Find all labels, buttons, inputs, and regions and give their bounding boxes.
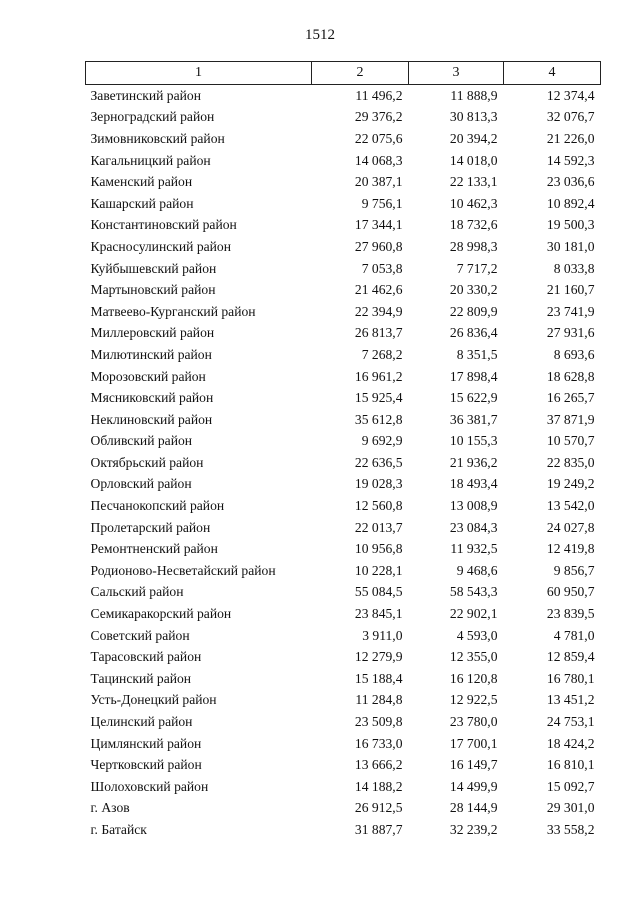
table-row bbox=[86, 107, 601, 129]
district-name-cell: Морозовский район bbox=[90, 368, 206, 384]
value-cell-col2: 10 956,8 bbox=[354, 541, 403, 557]
value-cell-col4: 23 839,5 bbox=[546, 606, 595, 622]
district-name-cell: Ремонтненский район bbox=[90, 541, 218, 557]
value-cell-col3: 14 018,0 bbox=[449, 152, 498, 168]
table-row bbox=[86, 538, 601, 560]
value-cell-col4: 33 558,2 bbox=[546, 821, 595, 837]
value-cell-col3: 12 922,5 bbox=[449, 692, 498, 708]
value-cell-col3: 20 330,2 bbox=[449, 282, 498, 298]
table-row bbox=[86, 344, 601, 366]
value-cell-col3: 16 149,7 bbox=[449, 757, 498, 773]
table-row bbox=[86, 754, 601, 776]
value-cell-col3: 4 593,0 bbox=[456, 627, 498, 643]
column-header-3: 3 bbox=[409, 62, 504, 85]
value-cell-col4: 24 027,8 bbox=[546, 519, 595, 535]
table-header-row bbox=[86, 62, 601, 85]
table-row bbox=[86, 150, 601, 172]
value-cell-col4: 9 856,7 bbox=[553, 562, 595, 578]
value-cell-col2: 10 228,1 bbox=[354, 562, 403, 578]
value-cell-col4: 19 249,2 bbox=[546, 476, 595, 492]
value-cell-col3: 23 780,0 bbox=[449, 714, 498, 730]
district-name-cell: Обливский район bbox=[90, 433, 193, 449]
value-cell-col3: 16 120,8 bbox=[449, 670, 498, 686]
district-name-cell: Красносулинский район bbox=[90, 238, 231, 254]
table-row bbox=[86, 776, 601, 798]
table-row bbox=[86, 85, 601, 107]
district-name-cell: Чертковский район bbox=[90, 757, 202, 773]
value-cell-col4: 10 892,4 bbox=[546, 195, 595, 211]
value-cell-col4: 8 693,6 bbox=[553, 346, 595, 362]
district-name-cell: Зимовниковский район bbox=[90, 130, 225, 146]
value-cell-col2: 14 188,2 bbox=[354, 778, 403, 794]
value-cell-col3: 18 732,6 bbox=[449, 217, 498, 233]
table-row bbox=[86, 452, 601, 474]
value-cell-col3: 36 381,7 bbox=[449, 411, 498, 427]
district-name-cell: Мартыновский район bbox=[90, 282, 216, 298]
value-cell-col4: 30 181,0 bbox=[546, 238, 595, 254]
district-name-cell: Заветинский район bbox=[90, 87, 201, 103]
value-cell-col4: 23 741,9 bbox=[546, 303, 595, 319]
table-row bbox=[86, 819, 601, 841]
value-cell-col2: 20 387,1 bbox=[354, 174, 403, 190]
table-row bbox=[86, 258, 601, 280]
table-row bbox=[86, 603, 601, 625]
value-cell-col3: 22 902,1 bbox=[449, 606, 498, 622]
column-header-4: 4 bbox=[504, 62, 601, 85]
district-name-cell: Кагальницкий район bbox=[90, 152, 211, 168]
district-name-cell: Октябрьский район bbox=[90, 454, 204, 470]
value-cell-col2: 29 376,2 bbox=[354, 109, 403, 125]
value-cell-col2: 27 960,8 bbox=[354, 238, 403, 254]
district-name-cell: Милютинский район bbox=[90, 346, 212, 362]
value-cell-col4: 32 076,7 bbox=[546, 109, 595, 125]
value-cell-col4: 37 871,9 bbox=[546, 411, 595, 427]
data-table bbox=[85, 61, 601, 841]
table-row bbox=[86, 128, 601, 150]
value-cell-col3: 30 813,3 bbox=[449, 109, 498, 125]
district-name-cell: г. Батайск bbox=[90, 821, 147, 837]
table-row bbox=[86, 171, 601, 193]
table-row bbox=[86, 323, 601, 345]
table-row bbox=[86, 301, 601, 323]
value-cell-col3: 13 008,9 bbox=[449, 498, 498, 514]
value-cell-col4: 22 835,0 bbox=[546, 454, 595, 470]
value-cell-col2: 22 075,6 bbox=[354, 130, 403, 146]
value-cell-col3: 28 144,9 bbox=[449, 800, 498, 816]
table-row bbox=[86, 495, 601, 517]
value-cell-col4: 27 931,6 bbox=[546, 325, 595, 341]
value-cell-col2: 26 813,7 bbox=[354, 325, 403, 341]
table-row bbox=[86, 409, 601, 431]
value-cell-col4: 13 542,0 bbox=[546, 498, 595, 514]
value-cell-col2: 19 028,3 bbox=[354, 476, 403, 492]
value-cell-col2: 3 911,0 bbox=[362, 627, 403, 643]
value-cell-col3: 32 239,2 bbox=[449, 821, 498, 837]
value-cell-col2: 15 188,4 bbox=[354, 670, 403, 686]
page-number: 1512 bbox=[305, 27, 335, 43]
value-cell-col4: 21 160,7 bbox=[546, 282, 595, 298]
value-cell-col3: 12 355,0 bbox=[449, 649, 498, 665]
district-name-cell: г. Азов bbox=[90, 800, 130, 816]
district-name-cell: Семикаракорский район bbox=[90, 606, 232, 622]
value-cell-col3: 17 898,4 bbox=[449, 368, 498, 384]
value-cell-col3: 11 888,9 bbox=[450, 87, 498, 103]
value-cell-col3: 22 809,9 bbox=[449, 303, 498, 319]
value-cell-col2: 12 279,9 bbox=[354, 649, 403, 665]
value-cell-col4: 24 753,1 bbox=[546, 714, 595, 730]
value-cell-col2: 7 268,2 bbox=[361, 346, 403, 362]
district-name-cell: Неклиновский район bbox=[90, 411, 213, 427]
column-header-1: 1 bbox=[86, 62, 312, 85]
value-cell-col2: 22 394,9 bbox=[354, 303, 403, 319]
table-row bbox=[86, 517, 601, 539]
value-cell-col3: 9 468,6 bbox=[456, 562, 498, 578]
table-row bbox=[86, 646, 601, 668]
value-cell-col3: 8 351,5 bbox=[456, 346, 498, 362]
value-cell-col4: 12 419,8 bbox=[546, 541, 595, 557]
district-name-cell: Усть-Донецкий район bbox=[90, 692, 217, 708]
table-row bbox=[86, 431, 601, 453]
value-cell-col2: 22 636,5 bbox=[354, 454, 403, 470]
value-cell-col2: 21 462,6 bbox=[354, 282, 403, 298]
value-cell-col2: 15 925,4 bbox=[354, 390, 403, 406]
value-cell-col3: 10 462,3 bbox=[449, 195, 498, 211]
value-cell-col4: 8 033,8 bbox=[553, 260, 595, 276]
district-name-cell: Орловский район bbox=[90, 476, 192, 492]
table-body bbox=[86, 85, 601, 841]
value-cell-col3: 58 543,3 bbox=[449, 584, 498, 600]
value-cell-col4: 21 226,0 bbox=[546, 130, 595, 146]
table-row bbox=[86, 560, 601, 582]
value-cell-col4: 18 424,2 bbox=[546, 735, 595, 751]
district-name-cell: Константиновский район bbox=[90, 217, 237, 233]
table-row bbox=[86, 236, 601, 258]
table-row bbox=[86, 193, 601, 215]
value-cell-col2: 7 053,8 bbox=[361, 260, 403, 276]
value-cell-col4: 16 810,1 bbox=[546, 757, 595, 773]
table-row bbox=[86, 690, 601, 712]
value-cell-col4: 4 781,0 bbox=[553, 627, 595, 643]
value-cell-col2: 22 013,7 bbox=[354, 519, 403, 535]
value-cell-col2: 23 509,8 bbox=[354, 714, 403, 730]
table-row bbox=[86, 366, 601, 388]
value-cell-col2: 31 887,7 bbox=[354, 821, 403, 837]
district-name-cell: Матвеево-Курганский район bbox=[90, 303, 256, 319]
table-row bbox=[86, 798, 601, 820]
value-cell-col3: 23 084,3 bbox=[449, 519, 498, 535]
value-cell-col2: 13 666,2 bbox=[354, 757, 403, 773]
district-name-cell: Кашарский район bbox=[90, 195, 194, 211]
value-cell-col4: 14 592,3 bbox=[546, 152, 595, 168]
value-cell-col4: 12 859,4 bbox=[546, 649, 595, 665]
value-cell-col2: 55 084,5 bbox=[354, 584, 403, 600]
table-row bbox=[86, 474, 601, 496]
value-cell-col2: 17 344,1 bbox=[354, 217, 403, 233]
value-cell-col3: 17 700,1 bbox=[449, 735, 498, 751]
value-cell-col4: 29 301,0 bbox=[546, 800, 595, 816]
value-cell-col3: 18 493,4 bbox=[449, 476, 498, 492]
value-cell-col4: 19 500,3 bbox=[546, 217, 595, 233]
district-name-cell: Тарасовский район bbox=[90, 649, 202, 665]
value-cell-col4: 18 628,8 bbox=[546, 368, 595, 384]
value-cell-col2: 11 284,8 bbox=[355, 692, 403, 708]
value-cell-col2: 9 756,1 bbox=[361, 195, 403, 211]
value-cell-col4: 13 451,2 bbox=[546, 692, 595, 708]
value-cell-col2: 26 912,5 bbox=[354, 800, 403, 816]
district-name-cell: Мясниковский район bbox=[90, 390, 214, 406]
value-cell-col2: 16 961,2 bbox=[354, 368, 403, 384]
value-cell-col4: 23 036,6 bbox=[546, 174, 595, 190]
value-cell-col3: 14 499,9 bbox=[449, 778, 498, 794]
value-cell-col2: 9 692,9 bbox=[361, 433, 403, 449]
table-row bbox=[86, 215, 601, 237]
value-cell-col2: 16 733,0 bbox=[354, 735, 403, 751]
district-name-cell: Целинский район bbox=[90, 714, 193, 730]
table-row bbox=[86, 387, 601, 409]
value-cell-col4: 16 780,1 bbox=[546, 670, 595, 686]
value-cell-col3: 7 717,2 bbox=[456, 260, 498, 276]
table-row bbox=[86, 668, 601, 690]
value-cell-col3: 10 155,3 bbox=[449, 433, 498, 449]
district-name-cell: Родионово-Несветайский район bbox=[90, 562, 276, 578]
value-cell-col2: 14 068,3 bbox=[354, 152, 403, 168]
value-cell-col2: 35 612,8 bbox=[354, 411, 403, 427]
district-name-cell: Сальский район bbox=[90, 584, 184, 600]
column-header-2: 2 bbox=[312, 62, 409, 85]
district-name-cell: Куйбышевский район bbox=[90, 260, 217, 276]
district-name-cell: Советский район bbox=[90, 627, 190, 643]
district-name-cell: Тацинский район bbox=[90, 670, 192, 686]
district-name-cell: Шолоховский район bbox=[90, 778, 209, 794]
district-name-cell: Пролетарский район bbox=[90, 519, 211, 535]
table-row bbox=[86, 625, 601, 647]
value-cell-col3: 15 622,9 bbox=[449, 390, 498, 406]
table-row bbox=[86, 733, 601, 755]
value-cell-col2: 12 560,8 bbox=[354, 498, 403, 514]
district-name-cell: Цимлянский район bbox=[90, 735, 202, 751]
value-cell-col3: 26 836,4 bbox=[449, 325, 498, 341]
district-name-cell: Миллеровский район bbox=[90, 325, 215, 341]
value-cell-col2: 23 845,1 bbox=[354, 606, 403, 622]
value-cell-col2: 11 496,2 bbox=[355, 87, 403, 103]
value-cell-col4: 10 570,7 bbox=[546, 433, 595, 449]
district-name-cell: Каменский район bbox=[90, 174, 193, 190]
value-cell-col3: 22 133,1 bbox=[449, 174, 498, 190]
value-cell-col3: 11 932,5 bbox=[450, 541, 498, 557]
value-cell-col4: 16 265,7 bbox=[546, 390, 595, 406]
table-row bbox=[86, 279, 601, 301]
value-cell-col4: 60 950,7 bbox=[546, 584, 595, 600]
table-row bbox=[86, 582, 601, 604]
district-name-cell: Песчанокопский район bbox=[90, 498, 225, 514]
value-cell-col4: 12 374,4 bbox=[546, 87, 595, 103]
table-row bbox=[86, 711, 601, 733]
value-cell-col3: 20 394,2 bbox=[449, 130, 498, 146]
value-cell-col3: 21 936,2 bbox=[449, 454, 498, 470]
value-cell-col4: 15 092,7 bbox=[546, 778, 595, 794]
value-cell-col3: 28 998,3 bbox=[449, 238, 498, 254]
district-name-cell: Зерноградский район bbox=[90, 109, 215, 125]
